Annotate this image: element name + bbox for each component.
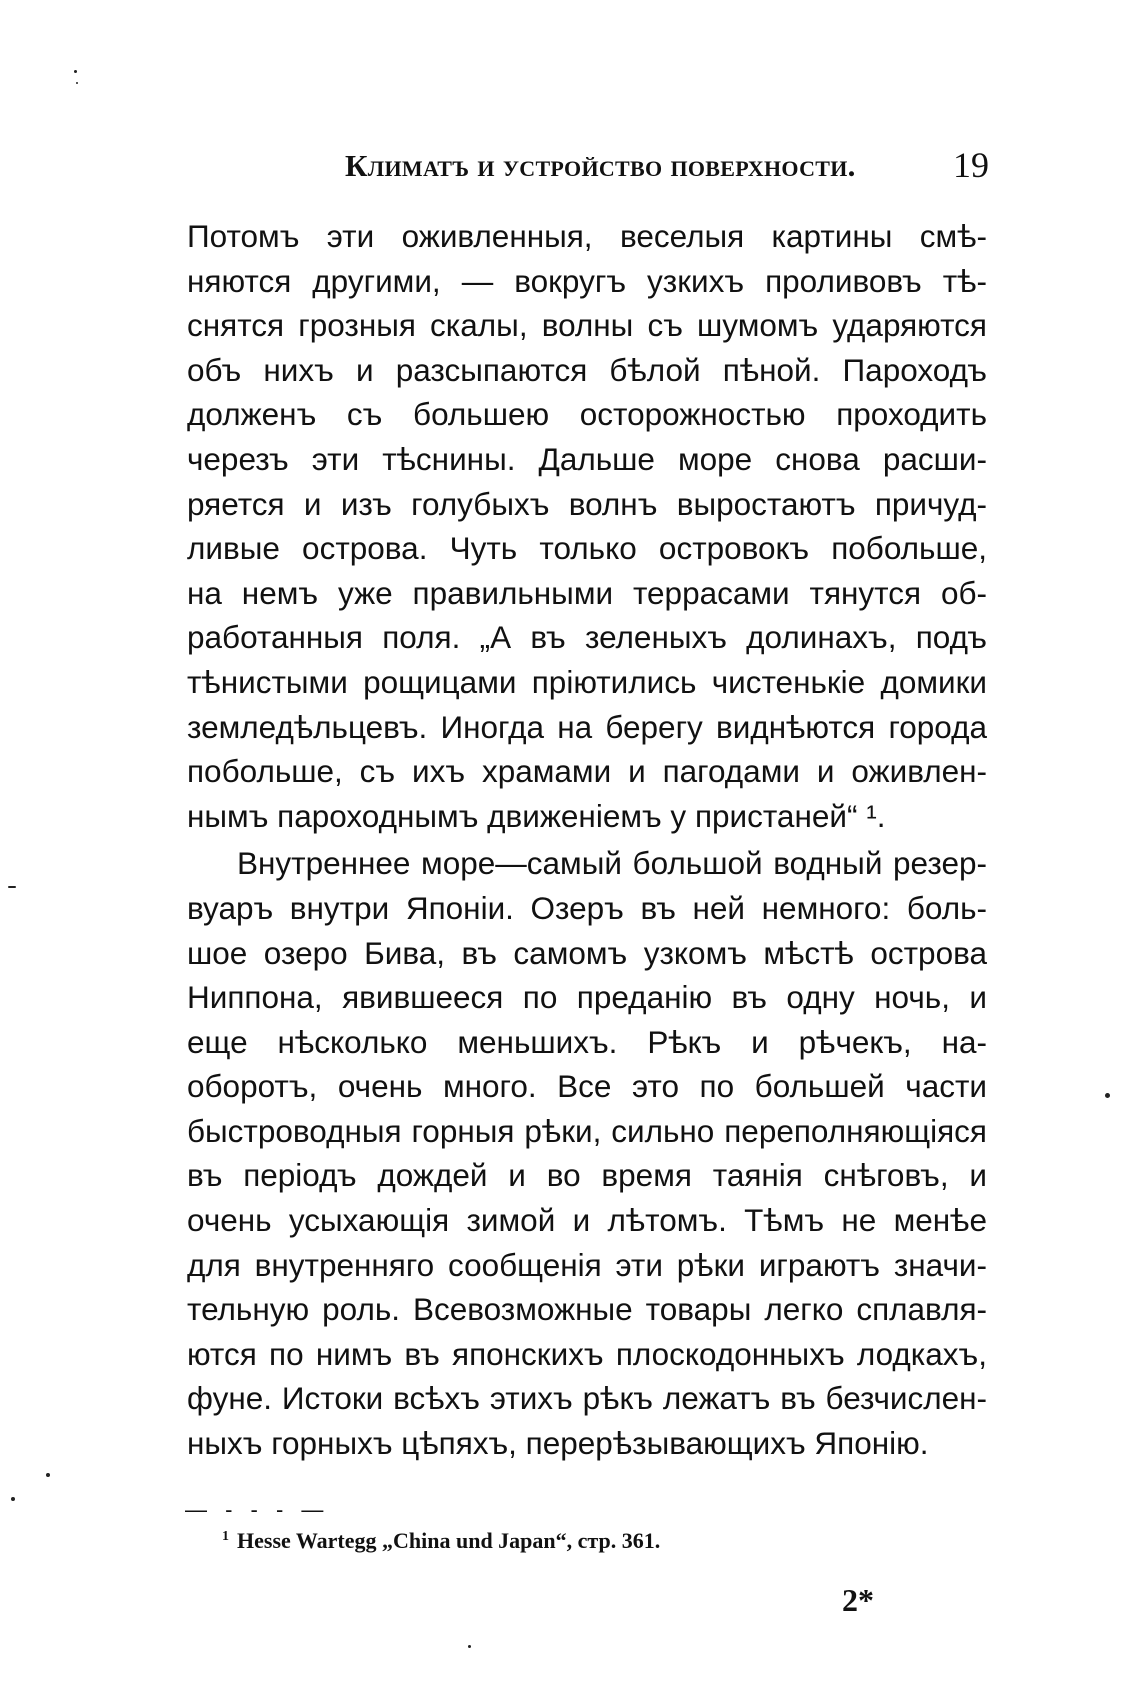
text-line: еще нѣсколько меньшихъ. Рѣкъ и рѣчекъ, на- <box>187 1023 987 1060</box>
text-line: быстроводныя горныя рѣки, сильно переполняющіяся <box>187 1112 987 1149</box>
text-line: фуне. Истоки всѣхъ этихъ рѣкъ лежатъ въ безчислен- <box>187 1380 987 1417</box>
text-line: Ниппона, явившееся по преданію въ одну ночь, и <box>187 979 987 1016</box>
footnote-marker: 1 <box>222 1528 229 1544</box>
text-line: земледѣльцевъ. Иногда на берегу виднѣются города <box>187 708 987 745</box>
text-line: ныхъ горныхъ цѣпяхъ, перерѣзывающихъ Японію. <box>187 1425 929 1462</box>
body-text <box>187 214 987 1466</box>
scan-speck <box>11 1497 15 1501</box>
text-line: тѣнистыми рощицами пріютились чистенькіе домики <box>187 663 987 700</box>
footnote-separator: — - - - — <box>185 1497 330 1522</box>
scan-speck <box>76 82 78 84</box>
text-line: въ періодъ дождей и во время таянія снѣговъ, и <box>187 1157 987 1194</box>
text-line: долженъ съ большею осторожностью проходить <box>187 396 987 433</box>
scan-speck <box>8 886 16 888</box>
paragraph <box>187 214 987 838</box>
text-line: вуаръ внутри Японіи. Озеръ въ ней немного: боль- <box>187 889 987 926</box>
text-line: черезъ эти тѣснины. Дальше море снова расши- <box>187 440 987 477</box>
scan-speck <box>468 1645 471 1648</box>
text-line: Внутреннее море—самый большой водный резер- <box>237 845 987 882</box>
footnote-text: Hesse Wartegg „China und Japan“, стр. 361. <box>237 1528 661 1553</box>
scan-speck <box>1105 1093 1110 1098</box>
paragraph <box>187 841 987 1465</box>
text-line: ряется и изъ голубыхъ волнъ выростаютъ причуд- <box>187 485 987 522</box>
signature-mark: 2* <box>842 1582 874 1618</box>
text-line: ливые острова. Чуть только островокъ побольше, <box>187 530 987 567</box>
scan-speck <box>46 1473 50 1477</box>
text-line: оборотъ, очень много. Все это по большей части <box>187 1068 987 1105</box>
text-line: няются другими, — вокругъ узкихъ проливовъ тѣ- <box>187 262 987 299</box>
running-title: Климатъ и устройство поверхности. <box>345 148 856 183</box>
text-line: очень усыхающія зимой и лѣтомъ. Тѣмъ не менѣе <box>187 1202 987 1239</box>
text-line: Потомъ эти оживленныя, веселыя картины смѣ- <box>187 218 987 254</box>
text-line: работанныя поля. „А въ зеленыхъ долинахъ, подъ <box>187 619 987 656</box>
text-line: для внутренняго сообщенія эти рѣки играютъ значи- <box>187 1246 987 1283</box>
text-line: нымъ пароходнымъ движеніемъ у пристаней“ ¹. <box>187 797 886 834</box>
text-line: шое озеро Бива, въ самомъ узкомъ мѣстѣ острова <box>187 934 987 971</box>
text-line: тельную роль. Всевозможные товары легко сплавля- <box>187 1291 987 1328</box>
footnote <box>222 1528 660 1554</box>
text-line: побольше, съ ихъ храмами и пагодами и оживлен- <box>187 753 987 790</box>
text-line: объ нихъ и разсыпаются бѣлой пѣной. Пароходъ <box>187 351 987 388</box>
text-line: ются по нимъ въ японскихъ плоскодонныхъ лодкахъ, <box>187 1335 987 1372</box>
text-line: снятся грозныя скалы, волны съ шумомъ ударяются <box>187 307 987 344</box>
scan-speck <box>74 70 77 73</box>
page-number: 19 <box>953 145 989 185</box>
text-line: на немъ уже правильными террасами тянутся об- <box>187 574 987 611</box>
